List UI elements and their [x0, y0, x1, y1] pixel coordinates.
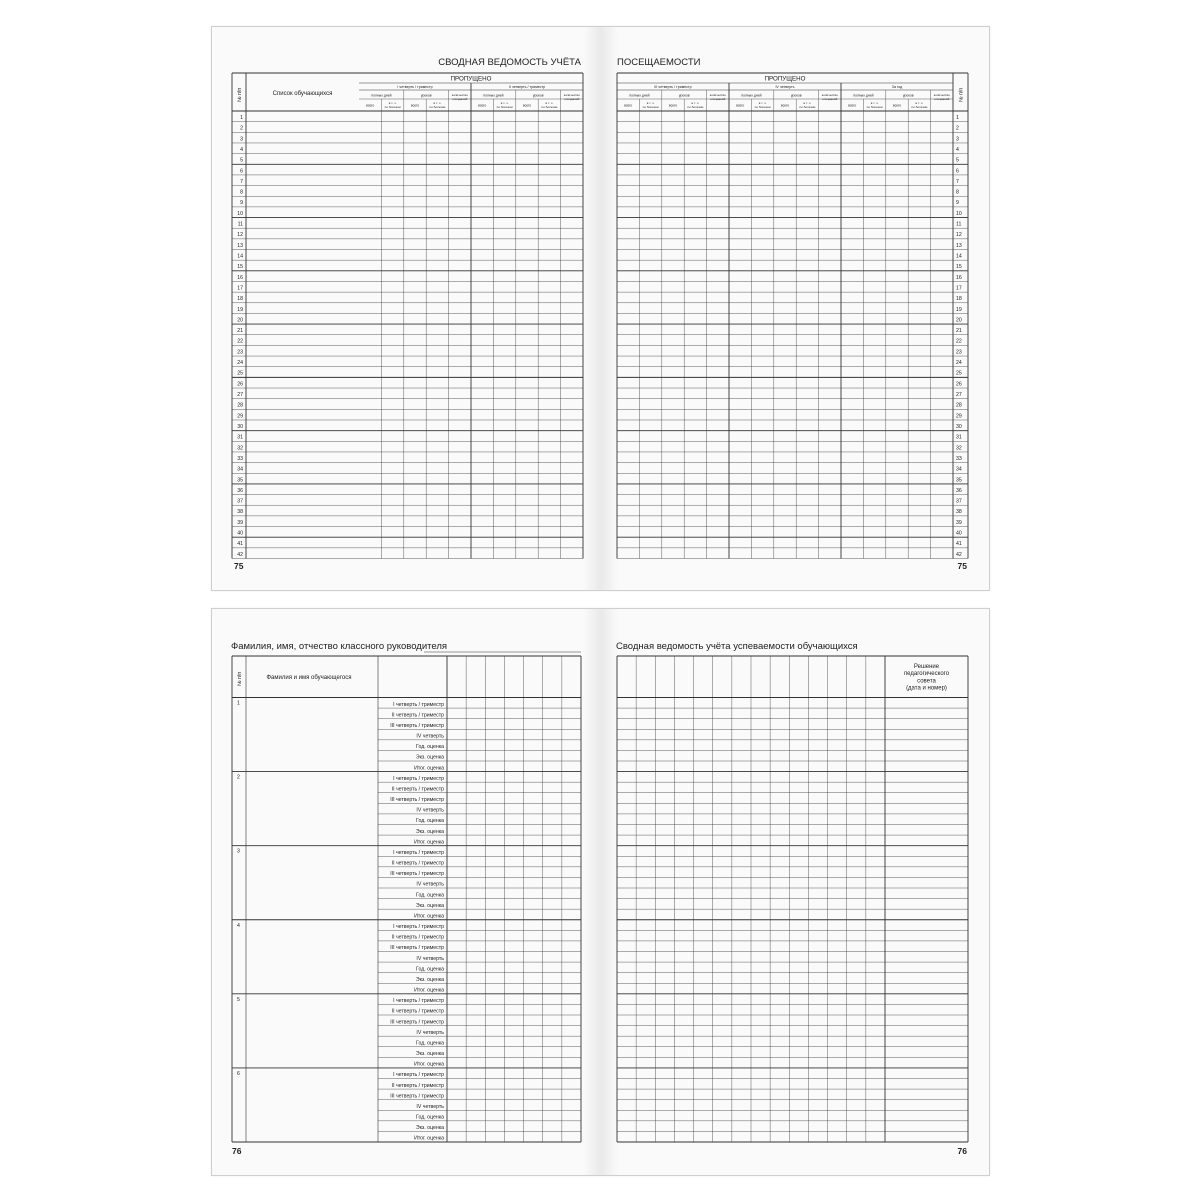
period-label: Экз. оценка — [415, 1125, 444, 1132]
period-label: Итог. оценка — [414, 1135, 444, 1142]
student-number: 5 — [237, 996, 240, 1003]
full-days-label: полных дней — [853, 93, 874, 98]
attendance-left-page — [212, 27, 600, 590]
student-number: 1 — [237, 700, 240, 707]
row-number: 34 — [237, 466, 243, 473]
total-label: всего — [366, 103, 375, 108]
row-number: 20 — [956, 317, 962, 324]
period-label: Год. оценка — [416, 966, 444, 973]
period-label: Год. оценка — [416, 818, 444, 825]
period-label: Итог. оценка — [414, 1061, 444, 1068]
period-label: III четверть / триместр — [390, 722, 444, 729]
row-number: 21 — [237, 328, 243, 335]
row-number: 14 — [237, 253, 243, 260]
period-label: III четверть / триместр — [390, 871, 444, 878]
sick-label: по болезни — [384, 105, 401, 109]
total-label: всего — [780, 103, 790, 108]
row-number: 25 — [956, 370, 962, 377]
total-label: всего — [736, 103, 745, 108]
lessons-label: уроков — [790, 93, 802, 98]
row-number: 3 — [956, 136, 959, 143]
sick-label: в т. ч. — [691, 101, 700, 105]
row-number: 31 — [237, 434, 243, 441]
name-column-header: Фамилия и имя обучающегося — [266, 675, 352, 681]
late-label: опозданий — [822, 97, 838, 101]
full-days-label: полных дней — [483, 93, 504, 98]
row-number: 33 — [956, 455, 962, 462]
total-label: всего — [848, 103, 857, 108]
row-number: 18 — [956, 296, 962, 303]
decision-header: совета — [917, 678, 936, 685]
row-number: 38 — [956, 509, 962, 516]
row-number: 21 — [956, 328, 962, 335]
late-label: количество — [451, 93, 468, 97]
row-number: 16 — [956, 274, 962, 281]
row-number: 20 — [237, 317, 243, 324]
period-label: Экз. оценка — [415, 976, 444, 983]
period-label: I четверть / триместр — [393, 701, 444, 708]
grades-right-table — [600, 609, 989, 1175]
sick-label: по болезни — [496, 105, 513, 109]
period-label: II четверть / триместр — [391, 934, 444, 941]
row-number: 26 — [237, 381, 243, 388]
sick-label: в т. ч. — [870, 101, 879, 105]
total-label: всего — [478, 103, 487, 108]
row-number: 8 — [956, 189, 959, 196]
period-label: Итог. оценка — [414, 913, 444, 920]
row-number: 30 — [237, 423, 243, 430]
page-number-75-left: 75 — [234, 561, 244, 571]
row-number: 9 — [956, 200, 959, 207]
row-number: 39 — [237, 519, 243, 526]
period-label: I четверть / триместр — [393, 849, 444, 856]
row-number: 12 — [237, 232, 243, 239]
row-number: 13 — [956, 242, 962, 249]
sick-label: в т. ч. — [545, 101, 554, 105]
period-label: III четверть / триместр — [390, 797, 444, 804]
period-label: Итог. оценка — [414, 765, 444, 772]
row-number: 5 — [956, 157, 959, 164]
page-number-76-left: 76 — [232, 1146, 242, 1156]
period-label: II четверть / триместр — [391, 1008, 444, 1015]
late-label: опозданий — [564, 97, 580, 101]
row-number: 28 — [237, 402, 243, 409]
missed-heading: ПРОПУЩЕНО — [764, 75, 806, 83]
sick-label: по болезни — [866, 105, 883, 109]
attendance-title-left: СВОДНАЯ ВЕДОМОСТЬ УЧЁТА — [438, 57, 581, 68]
sick-label: в т. ч. — [758, 101, 767, 105]
sick-label: в т. ч. — [433, 101, 442, 105]
sick-label: по болезни — [642, 105, 659, 109]
row-number: 6 — [956, 168, 959, 175]
row-number: 41 — [237, 541, 243, 548]
total-label: всего — [522, 103, 532, 108]
period-label: III четверть / триместр — [390, 1019, 444, 1026]
total-label: всего — [410, 103, 420, 108]
period-label: Итог. оценка — [414, 987, 444, 994]
period-label: Год. оценка — [416, 744, 444, 751]
row-number: 16 — [237, 274, 243, 281]
period-label: III четверть / триместр — [390, 1093, 444, 1100]
period-label: Год. оценка — [416, 1114, 444, 1121]
row-number: 14 — [956, 253, 962, 260]
row-number: 11 — [237, 221, 243, 228]
period-label: Экз. оценка — [415, 1051, 444, 1058]
row-number: 35 — [956, 477, 962, 484]
row-number: 15 — [956, 264, 962, 271]
period-label: I четверть / триместр — [393, 775, 444, 782]
row-number: 34 — [956, 466, 962, 473]
row-number: 22 — [956, 338, 962, 345]
period-label: IV четверть — [416, 1029, 444, 1036]
row-number: 41 — [956, 541, 962, 548]
number-column-header: № п/п — [958, 87, 965, 103]
late-label: опозданий — [452, 97, 468, 101]
row-number: 10 — [956, 210, 962, 217]
number-column-header: № п/п — [237, 87, 243, 103]
row-number: 39 — [956, 519, 962, 526]
row-number: 30 — [956, 423, 962, 430]
period-label: Экз. оценка — [415, 754, 444, 761]
period-label: IV четверть — [416, 807, 444, 814]
period-label: IV четверть — [416, 1103, 444, 1110]
sick-label: в т. ч. — [803, 101, 812, 105]
late-label: количество — [933, 93, 950, 97]
missed-heading: ПРОПУЩЕНО — [450, 75, 492, 83]
row-number: 4 — [956, 146, 959, 153]
row-number: 2 — [240, 125, 243, 132]
period-label: Экз. оценка — [415, 902, 444, 909]
decision-header: педагогического — [903, 671, 950, 678]
full-days-label: полных дней — [629, 93, 650, 98]
grades-spread — [211, 608, 990, 1176]
row-number: 29 — [956, 413, 962, 420]
row-number: 7 — [956, 178, 959, 185]
row-number: 25 — [237, 370, 243, 377]
row-number: 10 — [237, 210, 243, 217]
late-label: количество — [709, 93, 726, 97]
student-number: 6 — [237, 1070, 240, 1077]
row-number: 18 — [237, 296, 243, 303]
decision-header: Решение — [913, 664, 940, 670]
row-number: 24 — [237, 360, 243, 367]
lessons-label: уроков — [902, 93, 914, 98]
row-number: 12 — [956, 232, 962, 239]
period-label: IV четверть — [775, 85, 795, 89]
full-days-label: полных дней — [741, 93, 762, 98]
row-number: 17 — [237, 285, 243, 292]
row-number: 13 — [237, 242, 243, 249]
row-number: 19 — [237, 306, 243, 313]
period-label: IV четверть — [416, 733, 444, 740]
row-number: 4 — [240, 146, 243, 153]
attendance-right-page — [600, 27, 989, 590]
full-days-label: полных дней — [371, 93, 392, 98]
total-label: всего — [668, 103, 678, 108]
row-number: 2 — [956, 125, 959, 132]
row-number: 7 — [240, 178, 243, 185]
row-number: 42 — [956, 551, 962, 558]
period-label: II четверть / триместр — [391, 712, 444, 719]
row-number: 26 — [956, 381, 962, 388]
number-column-header: № п/п — [237, 671, 243, 687]
row-number: 22 — [237, 338, 243, 345]
grades-left-page — [212, 609, 600, 1175]
period-label: II четверть / триместр — [508, 85, 546, 89]
row-number: 6 — [240, 168, 243, 175]
lessons-label: уроков — [420, 93, 432, 98]
period-label: II четверть / триместр — [391, 786, 444, 793]
row-number: 5 — [240, 157, 243, 164]
students-column-header: Список обучающихся — [272, 91, 333, 97]
row-number: 24 — [956, 360, 962, 367]
attendance-title-right: ПОСЕЩАЕМОСТИ — [617, 57, 701, 68]
row-number: 27 — [237, 392, 243, 399]
row-number: 32 — [956, 445, 962, 452]
attendance-left-table — [212, 27, 600, 590]
sick-label: по болезни — [911, 105, 928, 109]
row-number: 32 — [237, 445, 243, 452]
period-label: I четверть / триместр — [393, 1072, 444, 1079]
row-number: 36 — [237, 487, 243, 494]
sick-label: по болезни — [687, 105, 704, 109]
row-number: 23 — [237, 349, 243, 356]
row-number: 38 — [237, 509, 243, 516]
lessons-label: уроков — [678, 93, 690, 98]
sick-label: по болезни — [754, 105, 771, 109]
row-number: 9 — [240, 200, 243, 207]
period-label: III четверть / триместр — [654, 85, 692, 89]
period-label: I четверть / триместр — [397, 85, 433, 89]
late-label: количество — [821, 93, 838, 97]
period-label: III четверть / триместр — [390, 945, 444, 952]
attendance-right-table — [600, 27, 989, 590]
period-label: За год — [891, 85, 903, 89]
period-label: Итог. оценка — [414, 839, 444, 846]
sick-label: в т. ч. — [646, 101, 655, 105]
row-number: 23 — [956, 349, 962, 356]
grades-title-right: Сводная ведомость учёта успеваемости обучающихся — [616, 641, 858, 652]
row-number: 1 — [240, 114, 243, 121]
total-label: всего — [624, 103, 633, 108]
late-label: количество — [563, 93, 580, 97]
page-number-75-right: 75 — [957, 561, 967, 571]
attendance-spread — [211, 26, 990, 591]
sick-label: по болезни — [429, 105, 446, 109]
decision-header: (дата и номер) — [906, 685, 947, 692]
row-number: 35 — [237, 477, 243, 484]
sick-label: в т. ч. — [915, 101, 924, 105]
page-number-76-right: 76 — [957, 1146, 967, 1156]
lessons-label: уроков — [532, 93, 544, 98]
grades-left-table — [212, 609, 600, 1175]
row-number: 28 — [956, 402, 962, 409]
period-label: I четверть / триместр — [393, 998, 444, 1005]
row-number: 1 — [956, 114, 959, 121]
period-label: IV четверть — [416, 881, 444, 888]
grades-title-left: Фамилия, имя, отчество классного руководителя — [231, 641, 448, 652]
row-number: 17 — [956, 285, 962, 292]
period-label: II четверть / триместр — [391, 860, 444, 867]
sick-label: в т. ч. — [388, 101, 397, 105]
period-label: I четверть / триместр — [393, 924, 444, 931]
grades-right-page — [600, 609, 989, 1175]
row-number: 42 — [237, 551, 243, 558]
student-number: 2 — [237, 774, 240, 781]
row-number: 33 — [237, 455, 243, 462]
row-number: 40 — [956, 530, 962, 537]
row-number: 15 — [237, 264, 243, 271]
sick-label: по болезни — [799, 105, 816, 109]
late-label: опозданий — [710, 97, 726, 101]
period-label: Экз. оценка — [415, 828, 444, 835]
sick-label: по болезни — [541, 105, 558, 109]
row-number: 27 — [956, 392, 962, 399]
sick-label: в т. ч. — [500, 101, 509, 105]
row-number: 37 — [237, 498, 243, 505]
total-label: всего — [892, 103, 902, 108]
period-label: Год. оценка — [416, 1040, 444, 1047]
student-number: 4 — [237, 922, 240, 929]
row-number: 29 — [237, 413, 243, 420]
row-number: 8 — [240, 189, 243, 196]
row-number: 37 — [956, 498, 962, 505]
row-number: 11 — [956, 221, 962, 228]
period-label: Год. оценка — [416, 892, 444, 899]
period-label: II четверть / триместр — [391, 1082, 444, 1089]
row-number: 40 — [237, 530, 243, 537]
row-number: 19 — [956, 306, 962, 313]
student-number: 3 — [237, 848, 240, 855]
period-label: IV четверть — [416, 955, 444, 962]
row-number: 3 — [240, 136, 243, 143]
late-label: опозданий — [934, 97, 950, 101]
row-number: 31 — [956, 434, 962, 441]
row-number: 36 — [956, 487, 962, 494]
